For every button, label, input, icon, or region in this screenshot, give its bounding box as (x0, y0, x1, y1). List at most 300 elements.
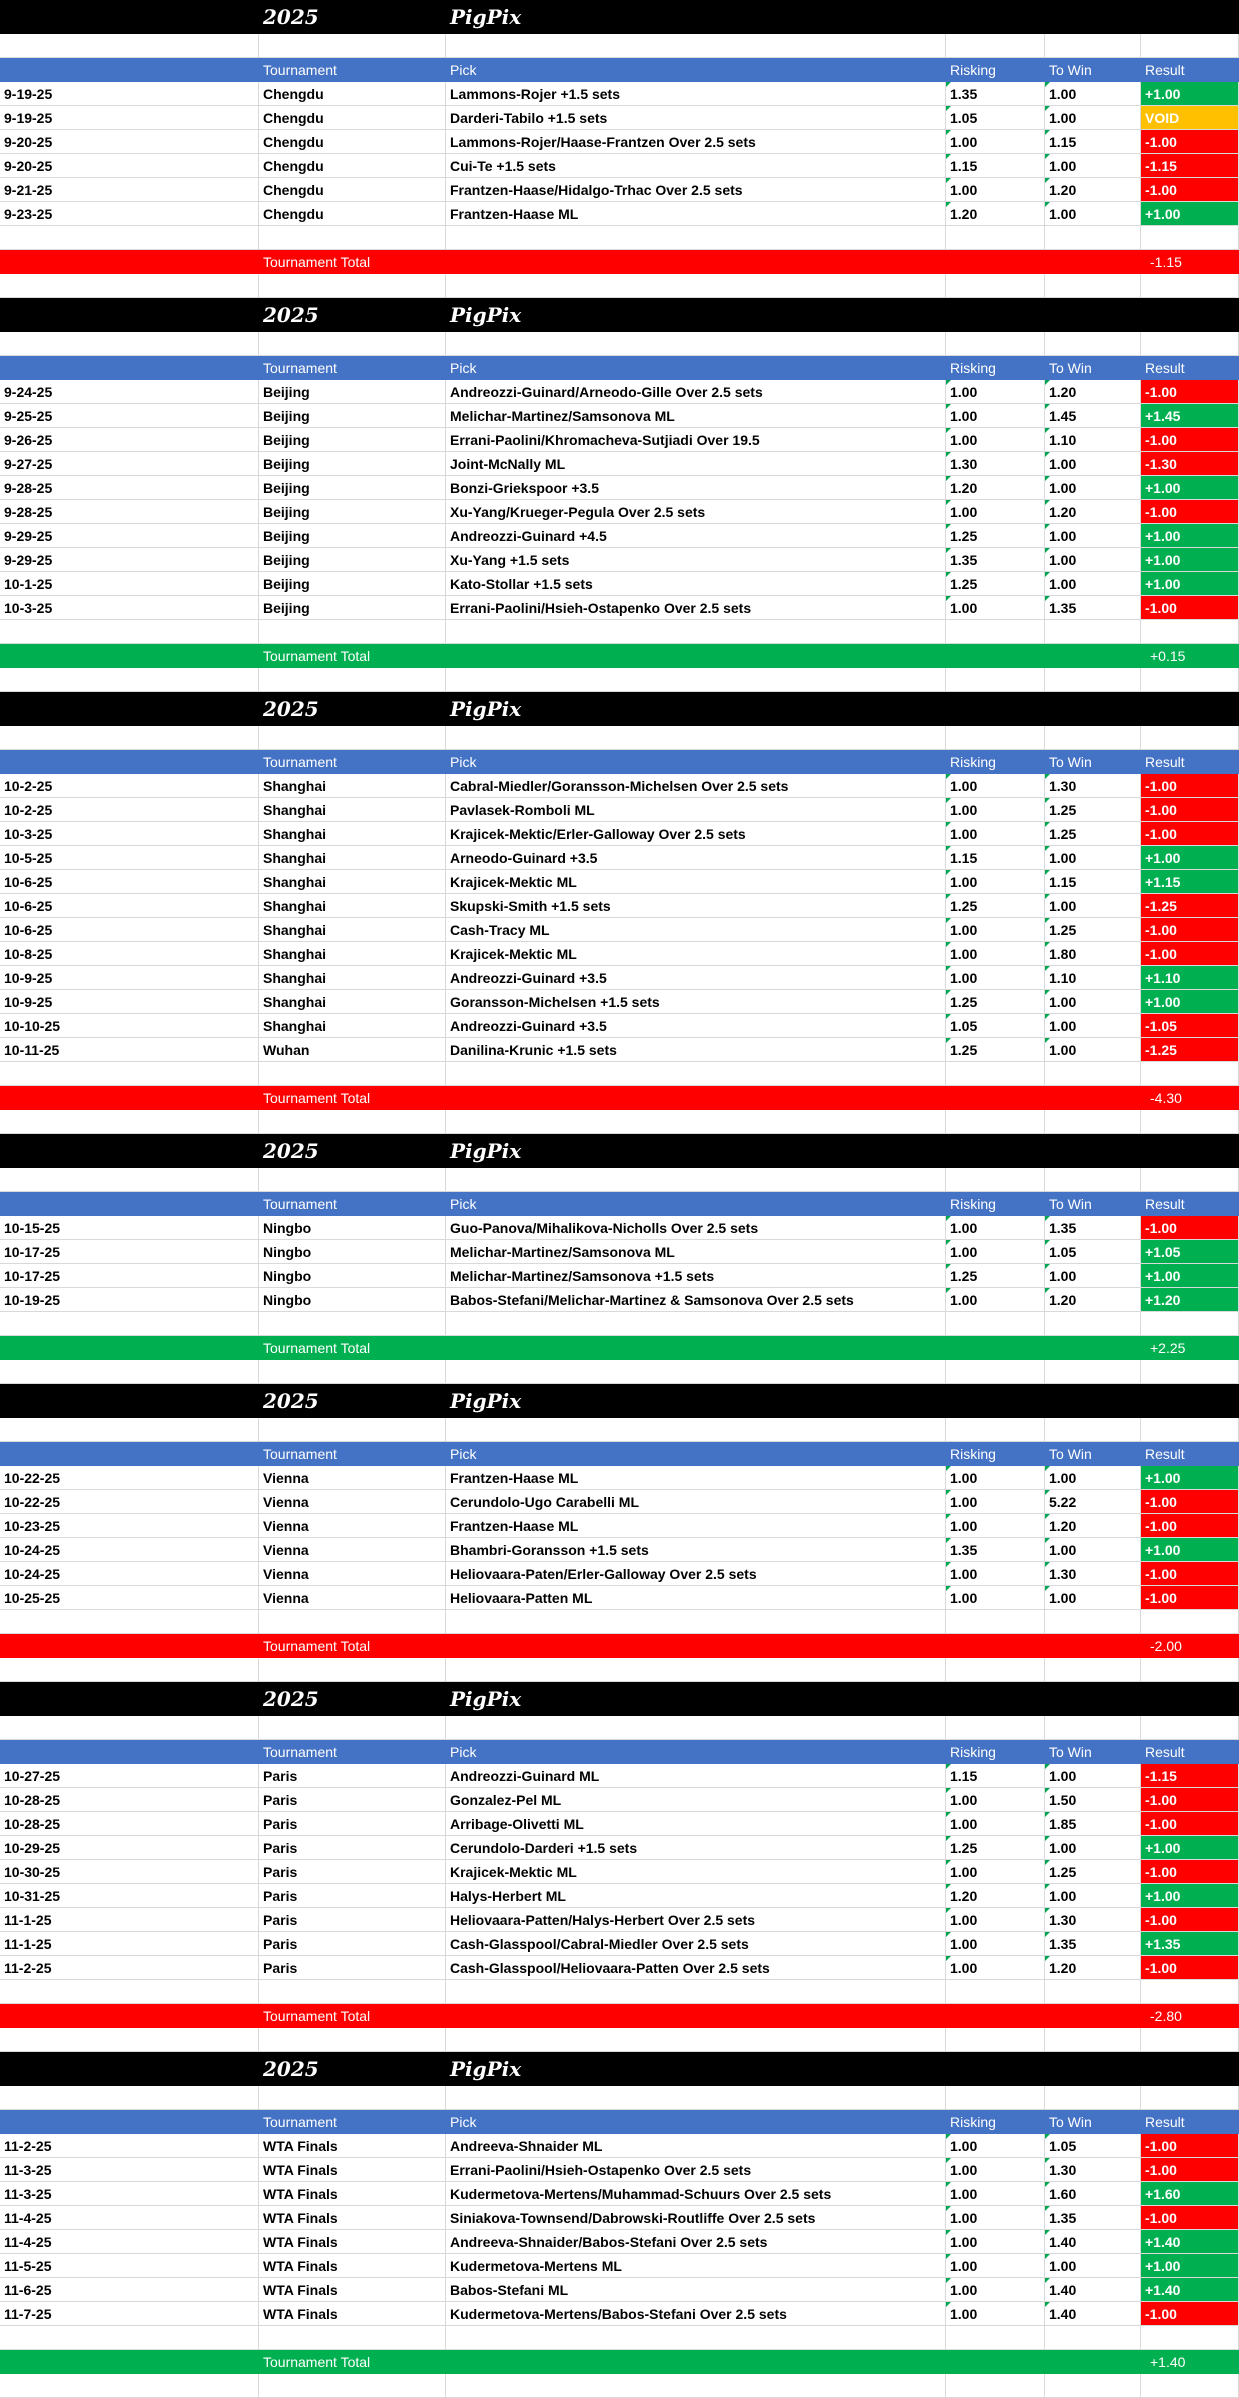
empty-cell[interactable] (259, 226, 446, 249)
header-risking[interactable]: Risking (950, 62, 996, 78)
empty-cell[interactable] (1141, 1658, 1239, 1681)
header-date[interactable] (0, 58, 259, 82)
cell-result[interactable]: -1.00 (1141, 1908, 1239, 1931)
empty-cell[interactable] (259, 726, 446, 749)
header-to-win[interactable]: To Win (1049, 62, 1092, 78)
cell-to-win[interactable]: 1.50 (1045, 1788, 1141, 1811)
cell-date[interactable]: 9-25-25 (0, 404, 259, 427)
cell-tournament[interactable]: Beijing (259, 572, 446, 595)
cell-pick[interactable]: Krajicek-Mektic/Erler-Galloway Over 2.5 sets (446, 822, 946, 845)
cell-risking[interactable]: 1.00 (946, 500, 1045, 523)
empty-cell[interactable] (259, 1360, 446, 1383)
cell-tournament[interactable]: Paris (259, 1836, 446, 1859)
cell-pick[interactable]: Melichar-Martinez/Samsonova +1.5 sets (446, 1264, 946, 1287)
cell-date[interactable]: 9-28-25 (0, 500, 259, 523)
cell-tournament[interactable]: Beijing (259, 452, 446, 475)
empty-cell[interactable] (446, 2326, 946, 2349)
cell-to-win[interactable]: 1.00 (1045, 1538, 1141, 1561)
header-result[interactable]: Result (1145, 754, 1185, 770)
cell-risking[interactable]: 1.00 (946, 774, 1045, 797)
cell-to-win[interactable]: 1.25 (1045, 822, 1141, 845)
cell-date[interactable]: 11-3-25 (0, 2182, 259, 2205)
cell-risking[interactable]: 1.35 (946, 1538, 1045, 1561)
cell-tournament[interactable]: Chengdu (259, 178, 446, 201)
header-risking[interactable]: Risking (950, 1744, 996, 1760)
cell-tournament[interactable]: Chengdu (259, 202, 446, 225)
cell-to-win[interactable]: 1.00 (1045, 1014, 1141, 1037)
cell-tournament[interactable]: Shanghai (259, 918, 446, 941)
cell-risking[interactable]: 1.00 (946, 1860, 1045, 1883)
empty-cell[interactable] (446, 332, 946, 355)
header-risking[interactable]: Risking (950, 1446, 996, 1462)
cell-result[interactable]: -1.00 (1141, 1490, 1239, 1513)
header-result[interactable]: Result (1145, 360, 1185, 376)
empty-cell[interactable] (259, 2028, 446, 2051)
cell-result[interactable]: +1.00 (1141, 846, 1239, 869)
cell-to-win[interactable]: 1.10 (1045, 428, 1141, 451)
empty-cell[interactable] (259, 1716, 446, 1739)
header-result[interactable]: Result (1145, 1744, 1185, 1760)
cell-to-win[interactable]: 1.20 (1045, 178, 1141, 201)
cell-to-win[interactable]: 1.20 (1045, 1956, 1141, 1979)
cell-tournament[interactable]: Chengdu (259, 82, 446, 105)
cell-tournament[interactable]: Chengdu (259, 130, 446, 153)
empty-cell[interactable] (0, 226, 259, 249)
cell-to-win[interactable]: 1.35 (1045, 1932, 1141, 1955)
cell-risking[interactable]: 1.00 (946, 1932, 1045, 1955)
cell-tournament[interactable]: Shanghai (259, 990, 446, 1013)
cell-pick[interactable]: Cerundolo-Ugo Carabelli ML (446, 1490, 946, 1513)
cell-pick[interactable]: Andreozzi-Guinard +3.5 (446, 966, 946, 989)
cell-risking[interactable]: 1.00 (946, 2182, 1045, 2205)
cell-risking[interactable]: 1.00 (946, 1240, 1045, 1263)
cell-to-win[interactable]: 1.00 (1045, 2254, 1141, 2277)
empty-cell[interactable] (259, 2086, 446, 2109)
empty-cell[interactable] (1141, 1110, 1239, 1133)
cell-date[interactable]: 11-4-25 (0, 2230, 259, 2253)
empty-cell[interactable] (0, 726, 259, 749)
cell-to-win[interactable]: 1.00 (1045, 548, 1141, 571)
empty-cell[interactable] (1045, 1418, 1141, 1441)
cell-to-win[interactable]: 1.00 (1045, 1586, 1141, 1609)
cell-date[interactable]: 10-9-25 (0, 990, 259, 1013)
cell-result[interactable]: -1.00 (1141, 1812, 1239, 1835)
empty-cell[interactable] (1045, 668, 1141, 691)
cell-risking[interactable]: 1.05 (946, 1014, 1045, 1037)
cell-to-win[interactable]: 1.20 (1045, 1514, 1141, 1537)
cell-result[interactable]: -1.15 (1141, 154, 1239, 177)
cell-risking[interactable]: 1.00 (946, 2254, 1045, 2277)
empty-cell[interactable] (259, 1062, 446, 1085)
cell-risking[interactable]: 1.00 (946, 822, 1045, 845)
cell-result[interactable]: -1.05 (1141, 1014, 1239, 1037)
cell-pick[interactable]: Krajicek-Mektic ML (446, 1860, 946, 1883)
header-tournament[interactable]: Tournament (263, 360, 337, 376)
empty-cell[interactable] (1045, 2374, 1141, 2397)
cell-risking[interactable]: 1.25 (946, 1836, 1045, 1859)
cell-risking[interactable]: 1.00 (946, 2230, 1045, 2253)
cell-risking[interactable]: 1.15 (946, 154, 1045, 177)
empty-cell[interactable] (946, 726, 1045, 749)
empty-cell[interactable] (1141, 668, 1239, 691)
empty-cell[interactable] (446, 34, 946, 57)
cell-to-win[interactable]: 1.00 (1045, 524, 1141, 547)
cell-date[interactable]: 9-28-25 (0, 476, 259, 499)
cell-tournament[interactable]: WTA Finals (259, 2254, 446, 2277)
cell-to-win[interactable]: 1.00 (1045, 202, 1141, 225)
empty-cell[interactable] (946, 2374, 1045, 2397)
cell-date[interactable]: 10-10-25 (0, 1014, 259, 1037)
empty-cell[interactable] (0, 274, 259, 297)
cell-to-win[interactable]: 1.00 (1045, 1264, 1141, 1287)
cell-result[interactable]: +1.45 (1141, 404, 1239, 427)
cell-risking[interactable]: 1.00 (946, 1514, 1045, 1537)
cell-risking[interactable]: 1.00 (946, 1812, 1045, 1835)
cell-date[interactable]: 10-19-25 (0, 1288, 259, 1311)
empty-cell[interactable] (0, 1980, 259, 2003)
cell-risking[interactable]: 1.00 (946, 798, 1045, 821)
empty-cell[interactable] (1141, 2086, 1239, 2109)
cell-result[interactable]: +1.00 (1141, 202, 1239, 225)
cell-to-win[interactable]: 1.25 (1045, 918, 1141, 941)
cell-date[interactable]: 10-22-25 (0, 1466, 259, 1489)
cell-pick[interactable]: Joint-McNally ML (446, 452, 946, 475)
cell-date[interactable]: 9-20-25 (0, 130, 259, 153)
empty-cell[interactable] (946, 2028, 1045, 2051)
header-tournament[interactable]: Tournament (263, 754, 337, 770)
empty-cell[interactable] (0, 1062, 259, 1085)
cell-result[interactable]: -1.00 (1141, 774, 1239, 797)
cell-to-win[interactable]: 1.00 (1045, 1884, 1141, 1907)
cell-pick[interactable]: Kudermetova-Mertens/Muhammad-Schuurs Over 2.5 sets (446, 2182, 946, 2205)
cell-tournament[interactable]: Paris (259, 1908, 446, 1931)
header-date[interactable] (0, 2110, 259, 2134)
cell-pick[interactable]: Kato-Stollar +1.5 sets (446, 572, 946, 595)
cell-to-win[interactable]: 1.15 (1045, 130, 1141, 153)
cell-date[interactable]: 10-6-25 (0, 870, 259, 893)
empty-cell[interactable] (1045, 1168, 1141, 1191)
cell-result[interactable]: -1.00 (1141, 942, 1239, 965)
empty-cell[interactable] (946, 1658, 1045, 1681)
empty-cell[interactable] (259, 2326, 446, 2349)
empty-cell[interactable] (1045, 1360, 1141, 1383)
cell-to-win[interactable]: 1.00 (1045, 476, 1141, 499)
cell-pick[interactable]: Errani-Paolini/Hsieh-Ostapenko Over 2.5 sets (446, 2158, 946, 2181)
cell-tournament[interactable]: Shanghai (259, 846, 446, 869)
cell-result[interactable]: -1.00 (1141, 1586, 1239, 1609)
cell-result[interactable]: +1.05 (1141, 1240, 1239, 1263)
cell-date[interactable]: 10-24-25 (0, 1538, 259, 1561)
header-to-win[interactable]: To Win (1049, 1196, 1092, 1212)
cell-tournament[interactable]: Beijing (259, 476, 446, 499)
empty-cell[interactable] (946, 274, 1045, 297)
cell-tournament[interactable]: Vienna (259, 1466, 446, 1489)
cell-to-win[interactable]: 1.30 (1045, 774, 1141, 797)
cell-pick[interactable]: Frantzen-Haase ML (446, 1466, 946, 1489)
cell-date[interactable]: 9-19-25 (0, 82, 259, 105)
cell-to-win[interactable]: 1.00 (1045, 1836, 1141, 1859)
cell-tournament[interactable]: Ningbo (259, 1264, 446, 1287)
cell-tournament[interactable]: Paris (259, 1812, 446, 1835)
cell-pick[interactable]: Bhambri-Goransson +1.5 sets (446, 1538, 946, 1561)
cell-tournament[interactable]: Beijing (259, 500, 446, 523)
cell-pick[interactable]: Xu-Yang/Krueger-Pegula Over 2.5 sets (446, 500, 946, 523)
cell-date[interactable]: 11-2-25 (0, 1956, 259, 1979)
cell-pick[interactable]: Goransson-Michelsen +1.5 sets (446, 990, 946, 1013)
empty-cell[interactable] (446, 1980, 946, 2003)
cell-pick[interactable]: Krajicek-Mektic ML (446, 942, 946, 965)
header-to-win[interactable]: To Win (1049, 754, 1092, 770)
empty-cell[interactable] (946, 226, 1045, 249)
cell-result[interactable]: +1.40 (1141, 2278, 1239, 2301)
cell-result[interactable]: -1.00 (1141, 1860, 1239, 1883)
cell-date[interactable]: 10-28-25 (0, 1788, 259, 1811)
empty-cell[interactable] (946, 668, 1045, 691)
cell-date[interactable]: 9-20-25 (0, 154, 259, 177)
cell-tournament[interactable]: Shanghai (259, 822, 446, 845)
header-tournament[interactable]: Tournament (263, 62, 337, 78)
empty-cell[interactable] (0, 2028, 259, 2051)
cell-result[interactable]: -1.00 (1141, 918, 1239, 941)
empty-cell[interactable] (0, 332, 259, 355)
cell-to-win[interactable]: 1.00 (1045, 1764, 1141, 1787)
header-pick[interactable]: Pick (450, 62, 477, 78)
cell-date[interactable]: 9-21-25 (0, 178, 259, 201)
cell-risking[interactable]: 1.00 (946, 918, 1045, 941)
empty-cell[interactable] (259, 1312, 446, 1335)
cell-date[interactable]: 10-25-25 (0, 1586, 259, 1609)
cell-tournament[interactable]: Vienna (259, 1586, 446, 1609)
cell-pick[interactable]: Kudermetova-Mertens/Babos-Stefani Over 2.5 sets (446, 2302, 946, 2325)
cell-tournament[interactable]: Vienna (259, 1514, 446, 1537)
header-pick[interactable]: Pick (450, 1196, 477, 1212)
cell-to-win[interactable]: 1.05 (1045, 1240, 1141, 1263)
cell-date[interactable]: 10-30-25 (0, 1860, 259, 1883)
cell-date[interactable]: 10-15-25 (0, 1216, 259, 1239)
empty-cell[interactable] (0, 2086, 259, 2109)
cell-risking[interactable]: 1.00 (946, 1216, 1045, 1239)
cell-result[interactable]: -1.00 (1141, 2134, 1239, 2157)
empty-cell[interactable] (946, 34, 1045, 57)
cell-to-win[interactable]: 1.20 (1045, 500, 1141, 523)
cell-risking[interactable]: 1.00 (946, 1562, 1045, 1585)
cell-risking[interactable]: 1.15 (946, 1764, 1045, 1787)
cell-pick[interactable]: Andreozzi-Guinard/Arneodo-Gille Over 2.5 sets (446, 380, 946, 403)
header-risking[interactable]: Risking (950, 2114, 996, 2130)
cell-risking[interactable]: 1.00 (946, 1586, 1045, 1609)
cell-risking[interactable]: 1.15 (946, 846, 1045, 869)
empty-cell[interactable] (259, 1980, 446, 2003)
cell-tournament[interactable]: Beijing (259, 596, 446, 619)
cell-tournament[interactable]: Paris (259, 1860, 446, 1883)
cell-result[interactable]: -1.00 (1141, 798, 1239, 821)
empty-cell[interactable] (1141, 620, 1239, 643)
empty-cell[interactable] (446, 1658, 946, 1681)
empty-cell[interactable] (1045, 1980, 1141, 2003)
empty-cell[interactable] (259, 34, 446, 57)
cell-result[interactable]: -1.00 (1141, 1956, 1239, 1979)
cell-result[interactable]: -1.00 (1141, 178, 1239, 201)
empty-cell[interactable] (946, 1716, 1045, 1739)
header-pick[interactable]: Pick (450, 1744, 477, 1760)
cell-result[interactable]: +1.60 (1141, 2182, 1239, 2205)
empty-cell[interactable] (1045, 620, 1141, 643)
cell-to-win[interactable]: 1.25 (1045, 1860, 1141, 1883)
cell-tournament[interactable]: Vienna (259, 1562, 446, 1585)
cell-result[interactable]: -1.00 (1141, 380, 1239, 403)
cell-risking[interactable]: 1.00 (946, 380, 1045, 403)
empty-cell[interactable] (446, 726, 946, 749)
cell-risking[interactable]: 1.00 (946, 2278, 1045, 2301)
cell-tournament[interactable]: Beijing (259, 428, 446, 451)
cell-pick[interactable]: Cash-Glasspool/Heliovaara-Patten Over 2.5 sets (446, 1956, 946, 1979)
cell-result[interactable]: -1.25 (1141, 1038, 1239, 1061)
cell-result[interactable]: +1.20 (1141, 1288, 1239, 1311)
cell-to-win[interactable]: 1.40 (1045, 2302, 1141, 2325)
cell-to-win[interactable]: 1.25 (1045, 798, 1141, 821)
cell-risking[interactable]: 1.30 (946, 452, 1045, 475)
header-to-win[interactable]: To Win (1049, 1744, 1092, 1760)
cell-date[interactable]: 10-6-25 (0, 918, 259, 941)
empty-cell[interactable] (446, 668, 946, 691)
empty-cell[interactable] (1141, 34, 1239, 57)
cell-risking[interactable]: 1.00 (946, 178, 1045, 201)
cell-date[interactable]: 10-11-25 (0, 1038, 259, 1061)
header-pick[interactable]: Pick (450, 754, 477, 770)
cell-pick[interactable]: Gonzalez-Pel ML (446, 1788, 946, 1811)
empty-cell[interactable] (0, 1418, 259, 1441)
cell-pick[interactable]: Arneodo-Guinard +3.5 (446, 846, 946, 869)
cell-risking[interactable]: 1.00 (946, 2158, 1045, 2181)
cell-date[interactable]: 9-27-25 (0, 452, 259, 475)
cell-to-win[interactable]: 1.35 (1045, 1216, 1141, 1239)
cell-to-win[interactable]: 1.10 (1045, 966, 1141, 989)
header-tournament[interactable]: Tournament (263, 1446, 337, 1462)
empty-cell[interactable] (1141, 332, 1239, 355)
empty-cell[interactable] (1045, 2326, 1141, 2349)
header-risking[interactable]: Risking (950, 1196, 996, 1212)
cell-risking[interactable]: 1.25 (946, 524, 1045, 547)
cell-risking[interactable]: 1.20 (946, 476, 1045, 499)
cell-result[interactable]: -1.00 (1141, 1514, 1239, 1537)
empty-cell[interactable] (1141, 2028, 1239, 2051)
cell-tournament[interactable]: Shanghai (259, 774, 446, 797)
cell-pick[interactable]: Andreozzi-Guinard +3.5 (446, 1014, 946, 1037)
cell-tournament[interactable]: WTA Finals (259, 2302, 446, 2325)
header-date[interactable] (0, 750, 259, 774)
cell-to-win[interactable]: 1.00 (1045, 106, 1141, 129)
empty-cell[interactable] (946, 2326, 1045, 2349)
cell-to-win[interactable]: 1.00 (1045, 154, 1141, 177)
cell-to-win[interactable]: 1.00 (1045, 1466, 1141, 1489)
cell-to-win[interactable]: 1.20 (1045, 1288, 1141, 1311)
cell-result[interactable]: +1.00 (1141, 476, 1239, 499)
cell-date[interactable]: 10-31-25 (0, 1884, 259, 1907)
cell-tournament[interactable]: WTA Finals (259, 2278, 446, 2301)
cell-risking[interactable]: 1.00 (946, 966, 1045, 989)
empty-cell[interactable] (0, 1658, 259, 1681)
empty-cell[interactable] (1141, 274, 1239, 297)
empty-cell[interactable] (1045, 2086, 1141, 2109)
empty-cell[interactable] (946, 1312, 1045, 1335)
empty-cell[interactable] (1045, 1716, 1141, 1739)
cell-result[interactable]: +1.00 (1141, 2254, 1239, 2277)
cell-date[interactable]: 10-23-25 (0, 1514, 259, 1537)
cell-to-win[interactable]: 1.35 (1045, 596, 1141, 619)
cell-date[interactable]: 10-3-25 (0, 596, 259, 619)
cell-risking[interactable]: 1.20 (946, 1884, 1045, 1907)
cell-date[interactable]: 10-8-25 (0, 942, 259, 965)
cell-result[interactable]: +1.00 (1141, 82, 1239, 105)
empty-cell[interactable] (1141, 726, 1239, 749)
empty-cell[interactable] (0, 34, 259, 57)
cell-pick[interactable]: Pavlasek-Romboli ML (446, 798, 946, 821)
cell-pick[interactable]: Danilina-Krunic +1.5 sets (446, 1038, 946, 1061)
cell-tournament[interactable]: Beijing (259, 380, 446, 403)
cell-risking[interactable]: 1.00 (946, 1788, 1045, 1811)
empty-cell[interactable] (446, 2374, 946, 2397)
header-date[interactable] (0, 356, 259, 380)
cell-to-win[interactable]: 5.22 (1045, 1490, 1141, 1513)
cell-result[interactable]: -1.15 (1141, 1764, 1239, 1787)
cell-tournament[interactable]: Ningbo (259, 1288, 446, 1311)
cell-pick[interactable]: Errani-Paolini/Hsieh-Ostapenko Over 2.5 sets (446, 596, 946, 619)
empty-cell[interactable] (259, 1168, 446, 1191)
cell-pick[interactable]: Andreeva-Shnaider/Babos-Stefani Over 2.5 sets (446, 2230, 946, 2253)
cell-tournament[interactable]: Paris (259, 1884, 446, 1907)
cell-to-win[interactable]: 1.00 (1045, 452, 1141, 475)
cell-tournament[interactable]: Vienna (259, 1538, 446, 1561)
cell-tournament[interactable]: WTA Finals (259, 2206, 446, 2229)
header-result[interactable]: Result (1145, 1446, 1185, 1462)
cell-tournament[interactable]: Shanghai (259, 894, 446, 917)
cell-risking[interactable]: 1.00 (946, 2134, 1045, 2157)
cell-pick[interactable]: Arribage-Olivetti ML (446, 1812, 946, 1835)
empty-cell[interactable] (1141, 226, 1239, 249)
empty-cell[interactable] (946, 1610, 1045, 1633)
cell-result[interactable]: VOID (1141, 106, 1239, 129)
empty-cell[interactable] (946, 1418, 1045, 1441)
header-result[interactable]: Result (1145, 1196, 1185, 1212)
empty-cell[interactable] (0, 620, 259, 643)
cell-date[interactable]: 9-19-25 (0, 106, 259, 129)
cell-date[interactable]: 10-29-25 (0, 1836, 259, 1859)
cell-tournament[interactable]: Ningbo (259, 1240, 446, 1263)
cell-pick[interactable]: Xu-Yang +1.5 sets (446, 548, 946, 571)
cell-risking[interactable]: 1.00 (946, 1288, 1045, 1311)
cell-date[interactable]: 9-24-25 (0, 380, 259, 403)
cell-to-win[interactable]: 1.85 (1045, 1812, 1141, 1835)
empty-cell[interactable] (1141, 2374, 1239, 2397)
empty-cell[interactable] (1045, 1610, 1141, 1633)
cell-date[interactable]: 11-6-25 (0, 2278, 259, 2301)
empty-cell[interactable] (946, 620, 1045, 643)
cell-result[interactable]: +1.00 (1141, 548, 1239, 571)
cell-risking[interactable]: 1.35 (946, 548, 1045, 571)
cell-date[interactable]: 10-22-25 (0, 1490, 259, 1513)
cell-pick[interactable]: Kudermetova-Mertens ML (446, 2254, 946, 2277)
cell-tournament[interactable]: WTA Finals (259, 2158, 446, 2181)
header-tournament[interactable]: Tournament (263, 2114, 337, 2130)
cell-tournament[interactable]: Shanghai (259, 1014, 446, 1037)
empty-cell[interactable] (1045, 226, 1141, 249)
cell-result[interactable]: +1.00 (1141, 1466, 1239, 1489)
empty-cell[interactable] (946, 332, 1045, 355)
cell-result[interactable]: -1.00 (1141, 2302, 1239, 2325)
cell-pick[interactable]: Cerundolo-Darderi +1.5 sets (446, 1836, 946, 1859)
cell-pick[interactable]: Heliovaara-Paten/Erler-Galloway Over 2.5 sets (446, 1562, 946, 1585)
empty-cell[interactable] (0, 1360, 259, 1383)
